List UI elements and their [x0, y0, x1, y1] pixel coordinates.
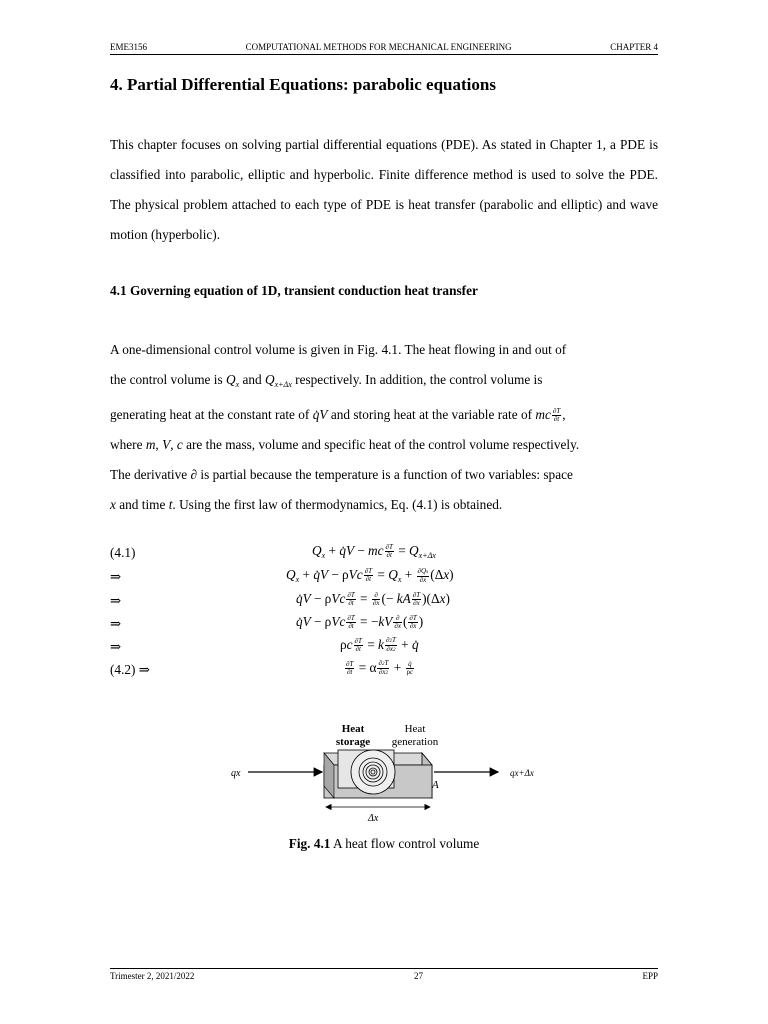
- label-heat-generation-1: Heat: [404, 723, 426, 735]
- body-line-1: A one-dimensional control volume is given in Fig. 4.1. The heat flowing in and out of: [110, 342, 567, 357]
- figure-caption: [0, 836, 768, 852]
- caption-text: A heat flow control volume: [330, 836, 480, 851]
- course-title: COMPUTATIONAL METHODS FOR MECHANICAL ENGINEERING: [245, 42, 512, 52]
- label-heat-storage-2: storage: [335, 736, 371, 748]
- equation-1: $Q_x$ + q̇V − mc $\frac{\partial T}{\partial t}$ = $Q_{x+\Delta x}$: [312, 543, 436, 560]
- heat-generation-icon: [351, 750, 395, 794]
- equation-label-4-1: (4.1): [110, 545, 136, 560]
- course-code: EME3156: [110, 42, 147, 52]
- equation-5: ρc $\frac{\partial T}{\partial t}$ = k $\frac{\partial 2T}{\partial x2}$ + q̇: [340, 636, 419, 654]
- equation-4: q̇V − ρVc $\frac{\partial T}{\partial t}$ = −kV $\frac{\partial}{\partial x}$ ( $\frac{\partial T}{\partial x}$ ): [296, 614, 424, 631]
- label-q-in: qx: [231, 768, 241, 779]
- body-line-5: The derivative ∂ is partial because the temperature is a function of two variables: space: [110, 467, 573, 482]
- control-volume-figure: [220, 720, 550, 830]
- page-header: [110, 42, 658, 55]
- equation-label-4-2: (4.2) ⇒: [110, 662, 150, 677]
- chapter-label: CHAPTER 4: [610, 42, 658, 52]
- body-paragraph: [110, 335, 658, 520]
- body-line-2: the control volume is $Q_x$ and $Q_{x+\Delta x}$ respectively. In addition, the control volume is: [110, 372, 543, 389]
- implies-symbol: ⇒: [110, 593, 122, 608]
- body-line-3: generating heat at the constant rate of q̇V and storing heat at the variable rate of mc $\frac{\partial T}{\partial t}$ ,: [110, 407, 566, 424]
- body-line-6: x and time t. Using the first law of thermodynamics, Eq. (4.1) is obtained.: [110, 497, 503, 512]
- label-heat-storage-1: Heat: [341, 723, 365, 735]
- implies-symbol: ⇒: [110, 639, 122, 654]
- label-q-out: qx+Δx: [510, 768, 534, 778]
- body-line-4: where m, V, c are the mass, volume and specific heat of the control volume respectively.: [110, 437, 580, 452]
- label-heat-generation-2: generation: [391, 736, 439, 748]
- chapter-title: 4. Partial Differential Equations: parabolic equations: [110, 75, 496, 94]
- implies-symbol: ⇒: [110, 569, 122, 584]
- footer-term: Trimester 2, 2021/2022: [110, 971, 195, 981]
- implies-symbol: ⇒: [110, 616, 122, 631]
- equation-2: $Q_x$ + q̇V − ρVc $\frac{\partial T}{\partial t}$ = $Q_x$ + $\frac{\partial Qx}{\partial x}$ (Δx): [286, 566, 454, 584]
- footer-initials: EPP: [642, 971, 658, 981]
- equation-3: q̇V − ρVc $\frac{\partial T}{\partial t}$ = $\frac{\partial}{\partial x}$ (− kA $\frac{\partial T}{\partial x}$ )(Δx): [296, 591, 450, 608]
- page-number: 27: [413, 971, 423, 981]
- section-heading: 4.1 Governing equation of 1D, transient conduction heat transfer: [110, 283, 478, 298]
- intro-paragraph: This chapter focuses on solving partial differential equations (PDE). As stated in Chapter 1, a PDE is classified into parabolic, elliptic and hyperbolic. Finite difference method is used to solve the PDE. The physical problem attached to each type of PDE is heat transfer (parabolic and elliptic) and wave motion (hyperbolic).: [110, 137, 658, 242]
- label-area: A: [432, 779, 439, 791]
- equation-6: $\frac{\partial T}{\partial t}$ = α $\frac{\partial 2T}{\partial x2}$ + $\frac{q̇}{\rho c}$: [346, 659, 414, 677]
- label-dx: Δx: [368, 813, 379, 824]
- caption-prefix: Fig. 4.1: [288, 836, 331, 851]
- page-footer: [110, 968, 658, 981]
